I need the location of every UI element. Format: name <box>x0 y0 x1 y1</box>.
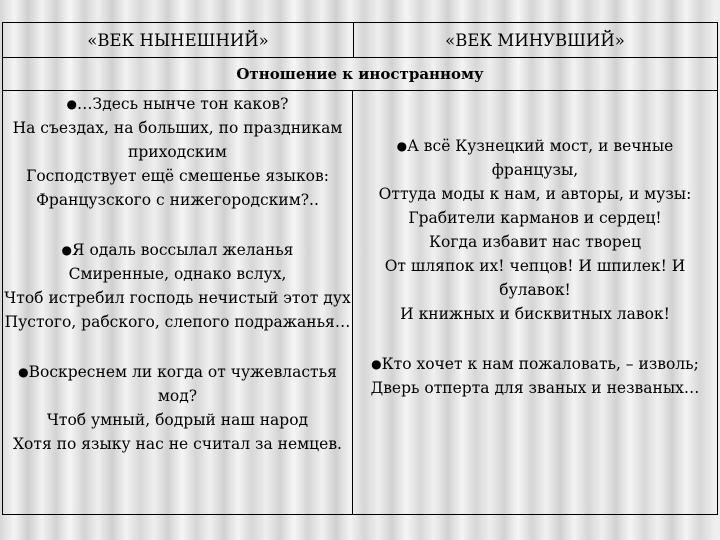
quote-line: Французского с нижегородским?.. <box>36 191 319 209</box>
comparison-table <box>2 22 718 515</box>
quote-line: Чтоб умный, бодрый наш народ <box>46 411 309 429</box>
header-left-title: «ВЕК НЫНЕШНИЙ» <box>87 30 269 50</box>
left-quote-2 <box>3 238 352 334</box>
quote-line: Хотя по языку нас не считал за немцев. <box>13 435 342 453</box>
bullet-icon: ● <box>66 97 78 111</box>
table-subtitle: Отношение к иностранному <box>236 65 484 83</box>
header-right-cell <box>353 23 717 57</box>
bullet-icon: ● <box>61 243 72 257</box>
right-column <box>353 134 717 400</box>
header-left-cell <box>3 23 354 57</box>
quote-line: Оттуда моды к нам, и авторы, и музы: <box>378 185 692 203</box>
right-quote-1 <box>353 134 717 326</box>
quote-line: Господствует ещё смешенье языков: <box>26 167 329 185</box>
quote-line: Я одаль воссылал желанья <box>72 241 294 259</box>
quote-line: …Здесь нынче тон каков? <box>77 95 289 113</box>
left-quote-1 <box>3 92 352 212</box>
right-quote-2 <box>353 352 717 400</box>
quote-line: Смиренные, однако вслух, <box>68 265 287 283</box>
bullet-icon: ● <box>371 357 382 371</box>
bullet-icon: ● <box>18 365 29 379</box>
quote-line: Кто хочет к нам пожаловать, – изволь; <box>381 355 699 373</box>
quote-line: Грабители карманов и сердец! <box>408 209 662 227</box>
quote-line: Пустого, рабского, слепого подражанья… <box>4 313 351 331</box>
left-column <box>3 92 352 456</box>
quote-line: Воскреснем ли когда от чужевластья мод? <box>28 363 337 405</box>
subtitle-row <box>3 57 717 91</box>
quote-line: Когда избавит нас творец <box>429 233 641 251</box>
quote-line: На съездах, на больших, по праздникам приходским <box>12 119 343 161</box>
quote-line: И книжных и бисквитных лавок! <box>400 305 670 323</box>
header-right-title: «ВЕК МИНУВШИЙ» <box>445 30 625 50</box>
bullet-icon: ● <box>396 139 408 153</box>
left-quote-3 <box>3 360 352 456</box>
quote-line: А всё Кузнецкий мост, и вечные французы, <box>407 137 674 179</box>
quote-line: Дверь отперта для званых и незваных… <box>370 379 700 397</box>
quote-line: Чтоб истребил господь нечистый этот дух <box>4 289 351 307</box>
quote-line: От шляпок их! чепцов! И шпилек! И булавок! <box>384 257 686 299</box>
